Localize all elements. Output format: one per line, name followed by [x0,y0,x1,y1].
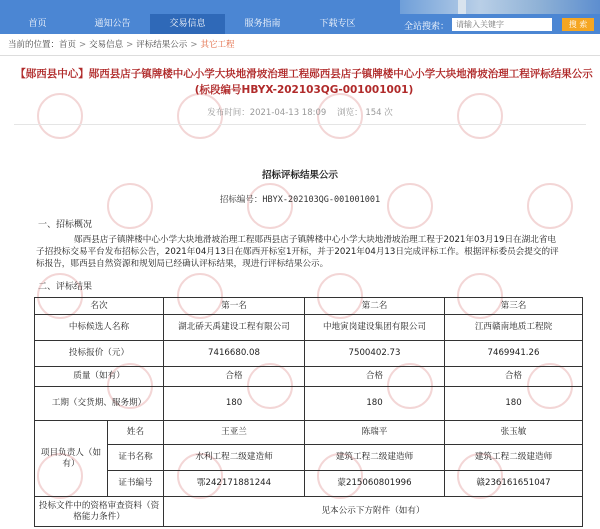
quality-1-cell: 合格 [164,367,305,387]
price-3-cell: 7469941.26 [445,341,583,367]
period-3-cell: 180 [445,387,583,421]
manager-name-1-cell: 王亚兰 [164,421,305,445]
breadcrumb-bid-results[interactable]: 评标结果公示 [136,40,188,50]
section-results-heading: 二、评标结果 [38,282,93,292]
published-time: 2021-04-13 18:09 [249,108,327,118]
cert-no-3-cell: 赣236161651047 [445,471,583,497]
quality-3-cell: 合格 [445,367,583,387]
cert-no-1-cell: 鄂242171881244 [164,471,305,497]
banner-tower-shape [458,0,466,14]
rank-3-cell: 第三名 [445,298,583,315]
site-search [400,14,600,34]
breadcrumb-separator: > [190,40,198,50]
breadcrumb-divider [0,55,600,56]
breadcrumb-current[interactable]: 其它工程 [200,40,235,50]
rank-2-cell: 第二名 [305,298,445,315]
top-nav-bar [0,0,600,34]
results-table [34,297,583,527]
price-label-cell: 投标报价（元） [35,341,164,367]
tab-home[interactable]: 首页 [28,19,47,29]
article-title: 【郧西县中心】郧西县店子镇牌楼中心小学大块地滑坡治理工程郧西县店子镇牌楼中心小学大块地滑坡治理工程评标结果公示(标段编号HBYX-202103QG-001001001) [15,68,593,96]
candidate-3-cell: 江西赣南地质工程院 [445,315,583,341]
search-button[interactable]: 搜 索 [562,18,594,31]
tab-notices[interactable]: 通知公告 [94,19,131,29]
manager-group-cell: 项目负责人（如有） [35,421,108,497]
breadcrumb [8,38,234,52]
period-2-cell: 180 [305,387,445,421]
manager-name-3-cell: 张玉敏 [445,421,583,445]
table-row [35,298,583,315]
period-1-cell: 180 [164,387,305,421]
price-1-cell: 7416680.08 [164,341,305,367]
table-row [35,341,583,367]
breadcrumb-separator: > [79,40,87,50]
qualification-label-cell: 投标文件中的资格审查资料（资格能力条件） [35,497,164,527]
tab-downloads[interactable]: 下载专区 [319,19,356,29]
candidate-2-cell: 中地寅岗建设集团有限公司 [305,315,445,341]
rank-1-cell: 第一名 [164,298,305,315]
search-label: 全站搜索： [404,22,450,32]
tab-service-guide[interactable]: 服务指南 [244,19,281,29]
views-unit: 次 [384,108,393,118]
manager-name-label-cell: 姓名 [108,421,164,445]
main-nav-tabs [0,14,375,34]
breadcrumb-prefix: 当前的位置： [8,40,60,50]
candidate-1-cell: 湖北硚天禹建设工程有限公司 [164,315,305,341]
table-row [35,387,583,421]
qualification-value-cell: 见本公示下方附件（如有） [164,497,583,527]
meta-divider [14,124,586,125]
table-row [35,471,583,497]
breadcrumb-home[interactable]: 首页 [59,40,77,50]
article-meta [0,106,600,118]
cert-no-label-cell: 证书编号 [108,471,164,497]
quality-label-cell: 质量（如有） [35,367,164,387]
notice-heading: 招标评标结果公示 [261,170,338,181]
table-row [35,367,583,387]
cert-name-3-cell: 建筑工程二级建造师 [445,445,583,471]
section-overview-heading: 一、招标概况 [38,220,93,230]
header-banner-image [400,0,600,14]
candidate-label-cell: 中标候选人名称 [35,315,164,341]
views-label: 浏览： [337,108,363,118]
rank-label-cell: 名次 [35,298,164,315]
cert-no-2-cell: 蒙215060801996 [305,471,445,497]
cert-name-1-cell: 水利工程二级建造师 [164,445,305,471]
published-label: 发布时间： [207,108,250,118]
table-row [35,497,583,527]
table-row [35,445,583,471]
breadcrumb-trade-info[interactable]: 交易信息 [89,40,124,50]
price-2-cell: 7500402.73 [305,341,445,367]
manager-name-2-cell: 陈瑞平 [305,421,445,445]
table-row [35,315,583,341]
tender-code: 招标编号：HBYX-202103QG-001001001 [219,195,381,205]
period-label-cell: 工期（交货期、服务期） [35,387,164,421]
cert-name-2-cell: 建筑工程二级建造师 [305,445,445,471]
table-row [35,421,583,445]
tab-trade-info[interactable]: 交易信息 [150,14,225,34]
quality-2-cell: 合格 [305,367,445,387]
cert-name-label-cell: 证书名称 [108,445,164,471]
views-count: 154 [365,108,382,118]
overview-paragraph: 郧西县店子镇牌楼中心小学大块地滑坡治理工程郧西县店子镇牌楼中心小学大块地滑坡治理工程于2021年03月19日在湖北省电子招投标交易平台发布招标公告，2021年04月13日在郧西开标室1开标，并于2021年04月13日完成评标工作。根据评标委员会提交的评标报告，郧西县自然资源和规划局已经确认评标结果，现进行评标结果公示。 [36,235,559,269]
breadcrumb-separator: > [126,40,134,50]
search-input[interactable] [452,18,552,31]
